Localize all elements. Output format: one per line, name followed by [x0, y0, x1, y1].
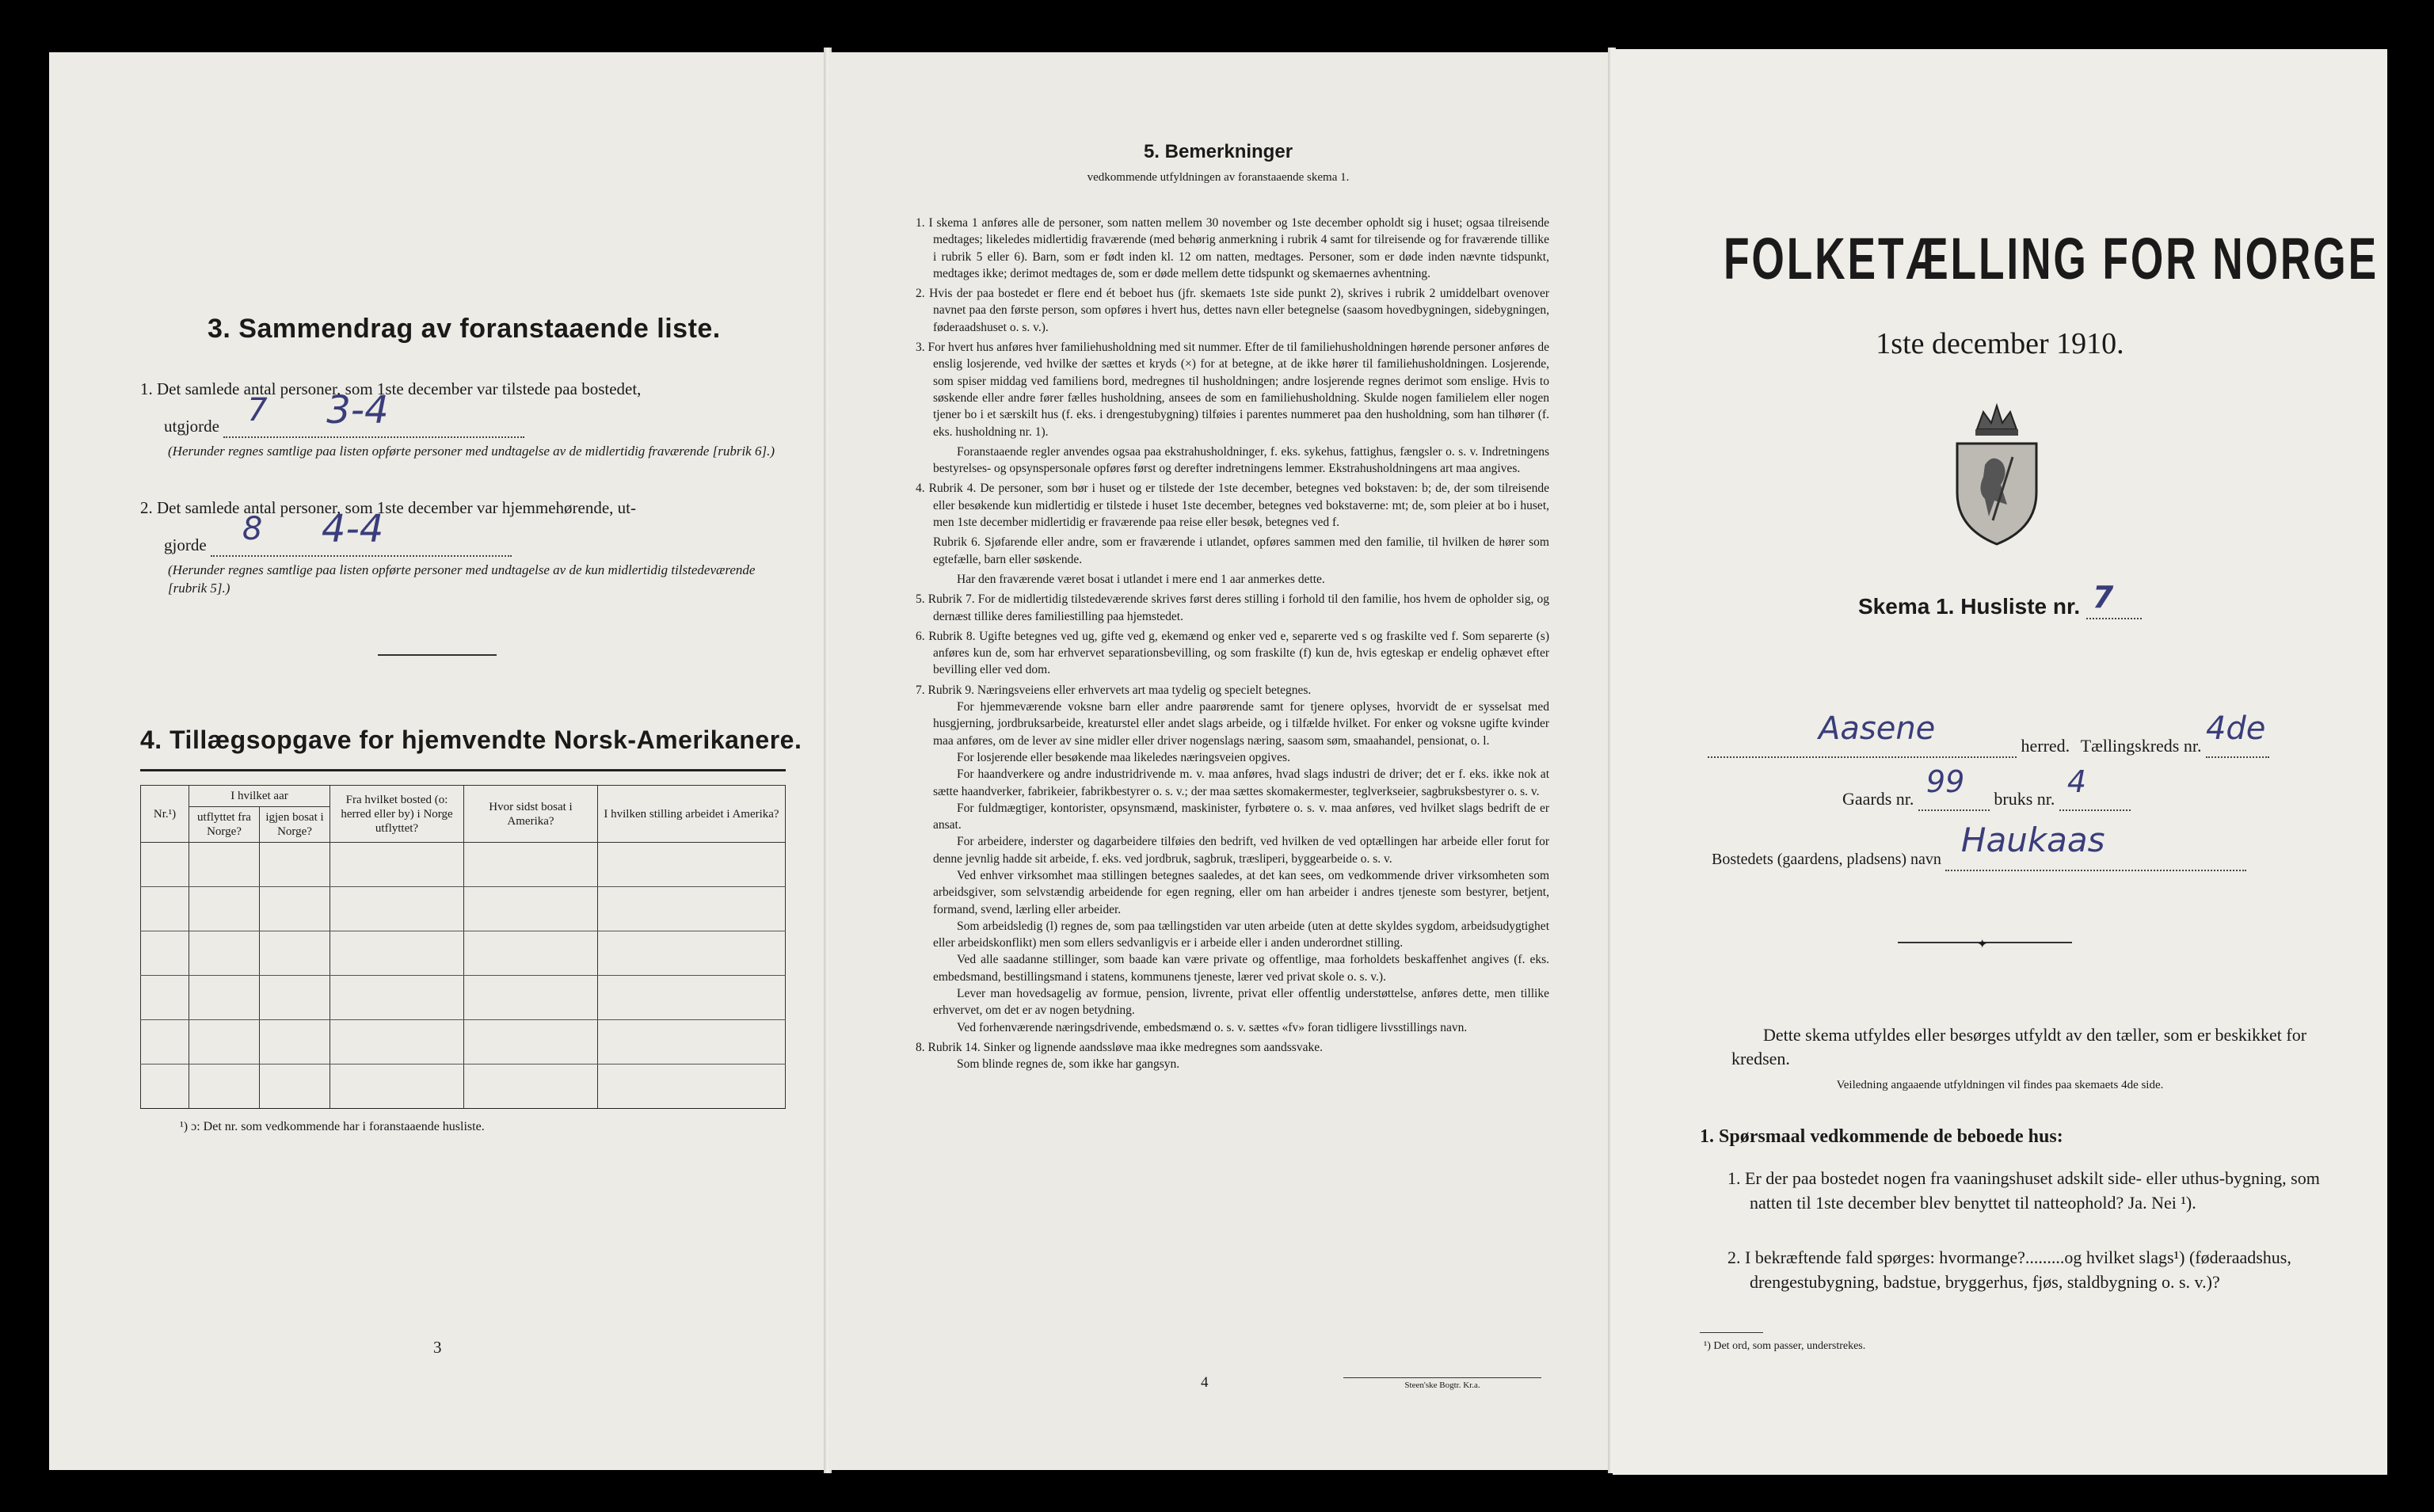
remark-paragraph: 1. I skema 1 anføres alle de personer, som natten mellem 30 november og 1ste december opholdt sig i huset; ogsaa tilreisende medtages; likeledes midlertidig fraværende (med behørig anmerkning i rubrik 4 samt for tilreisende og for fraværende tillike i rubrik 5 eller 6). Barn, som er født inden kl. 12 om natten, medtages. Personer, som er døde inden nævnte tidspunkt, medtages ikke; derimot medtages de, som er døde mellem dette tidspunkt og skemaernes avhentning.: [916, 216, 1549, 280]
ornament-icon: ✦: [1977, 938, 1988, 951]
remark-paragraph: Lever man hovedsagelig av formue, pension, livrente, privat eller offentlig understøttelse, anføres dette, men tillike erhvervet, om det er av nogen betydning.: [933, 987, 1549, 1018]
remarks-list: [916, 215, 1549, 1076]
item-2-prefix: gjorde: [164, 535, 207, 554]
remark-paragraph: Ved enhver virksomhet maa stillingen betegnes saaledes, at det kan sees, om vedkommende driver virksomheten som arbeidsgiver, som selvstændig arbeidende for egen regning, eller om han arbeider i andres tjeneste som bestyrer, betjent, formand, svend, lærling eller arbeider.: [933, 868, 1549, 916]
bruks-field: [2059, 764, 2131, 811]
bosted-field: [1945, 821, 2246, 871]
remark-paragraph: 3. For hvert hus anføres hver familiehusholdning med sit nummer. Efter de til familiehusholdningen hørende personer anføres de enslig losjerende, ved hvilke der sættes et kryds (×) for at betegne, at de ikke hører til familiehusholdningen. Losjerende, som spiser middag ved familiens bord, medregnes til husholdningen; andre losjerende regnes derimot som enslige. Hvis to søskende eller andre fører fælles husholdning, ansees de som en familiehusholdning. Skulde nogen familielem eller nogen tjener bo i et særskilt hus (f. eks. i drengestubygning) tilføies i parentes nummeret paa den husholdning, som han tilhører (f. eks. husholdning nr. 1).: [916, 341, 1549, 439]
divider: [378, 654, 497, 656]
census-title: FOLKETÆLLING FOR NORGE: [1724, 226, 2379, 291]
remark-paragraph: Foranstaaende regler anvendes ogsaa paa ekstrahusholdninger, f. eks. sykehus, fattighus, fængsler o. s. v. Indretningens bestyrelses- og opsynspersonale opføres først og derefter indretningens lemmer. Ekstrahusholdningens art maa angives.: [933, 444, 1549, 476]
page-number: 3: [433, 1338, 442, 1357]
remark-paragraph: Som blinde regnes de, som ikke har gangsyn.: [957, 1057, 1180, 1072]
husliste-nr-value: 7: [2092, 580, 2114, 615]
footnote: ¹) Det ord, som passer, understrekes.: [1704, 1340, 1866, 1352]
remark-paragraph: Har den fraværende været bosat i utlandet i mere end 1 aar anmerkes dette.: [957, 572, 1325, 586]
gaards-line: [1842, 764, 2131, 811]
remark-paragraph: 8. Rubrik 14. Sinker og lignende aandssløve maa ikke medregnes som aandssvake.: [916, 1040, 1323, 1054]
remark-paragraph: For haandverkere og andre industridrivende m. v. maa anføres, hvad slags industri de driver; det er f. eks. ikke nok at sætte haandverker, fabrikeier, fabrikbestyrer o. s. v.; der maa sættes skomakermester, teglverkseier, sagbruksbestyrer o. s. v.: [933, 767, 1549, 798]
col-group-year: I hvilket aar: [189, 786, 330, 807]
schema-line: [1858, 580, 2142, 619]
kreds-field: [2205, 710, 2269, 758]
remark-paragraph: Ved forhenværende næringsdrivende, embedsmænd o. s. v. sættes «fv» foran tidligere livsstillings navn.: [957, 1020, 1468, 1034]
item-1-value: 7: [247, 392, 268, 428]
col-nr: Nr.¹): [141, 786, 189, 843]
gaards-label: Gaards nr.: [1842, 789, 1914, 809]
bruks-value: 4: [2066, 764, 2087, 799]
remark-paragraph: Rubrik 6. Sjøfarende eller andre, som er fraværende i utlandet, opføres sammen med den familie, til hvilken de hører som egtefælle, barn eller søskende.: [933, 535, 1549, 566]
page-1: [1613, 49, 2387, 1475]
question-1: 1. Er der paa bostedet nogen fra vaaningshuset adskilt side- eller uthus-bygning, som natten til 1ste december blev benyttet til natteophold? Ja. Nei ¹).: [1727, 1168, 2320, 1213]
bosted-value: Haukaas: [1960, 821, 2105, 859]
item-2-text: 2. Det samlede antal personer, som 1ste december var hjemmehørende, ut-: [140, 498, 637, 517]
page-4: [828, 52, 1608, 1470]
item-1-prefix: utgjorde: [164, 417, 219, 436]
kreds-label: Tællingskreds nr.: [2080, 736, 2202, 756]
remarks-title: 5. Bemerkninger: [1143, 141, 1293, 162]
table-footnote: ¹) ɔ: Det nr. som vedkommende har i foranstaaende husliste.: [180, 1120, 485, 1133]
schema-label: Skema 1. Husliste nr.: [1858, 594, 2081, 619]
footnote-rule: [1700, 1332, 1763, 1333]
kreds-value: 4de: [2205, 710, 2266, 747]
remark-paragraph: 7. Rubrik 9. Næringsveiens eller erhvervets art maa tydelig og specielt betegnes.: [916, 683, 1312, 697]
bosted-line: [1712, 821, 2246, 871]
remark-paragraph: Ved alle saadanne stillinger, som baade kan være private og offentlige, maa forholdets beskaffenhet angives (f. eks. embedsmand, bestillingsmand i statens, kommunens tjeneste, lærer ved privat skole o. s. v.).: [933, 953, 1549, 984]
col-position: I hvilken stilling arbeidet i Amerika?: [598, 786, 786, 843]
herred-field: [1708, 710, 2017, 758]
guide-text: Veiledning angaaende utfyldningen vil findes paa skemaets 4de side.: [1836, 1079, 2164, 1091]
item-2-hand-value: 4-4: [321, 507, 384, 551]
bosted-label: Bostedets (gaardens, pladsens) navn: [1712, 851, 1941, 868]
item-1-answer: [223, 388, 524, 438]
table-row: [141, 887, 786, 931]
gaards-value: 99: [1925, 764, 1965, 799]
item-2-line: [164, 507, 512, 557]
herred-value: Aasene: [1819, 710, 1936, 747]
printer-mark: Steen'ske Bogtr. Kr.a.: [1343, 1377, 1541, 1390]
item-1-hand-value: 3-4: [326, 388, 389, 432]
remarks-subtitle: vedkommende utfyldningen av foranstaaende skema 1.: [1087, 171, 1350, 184]
remark-paragraph: For fuldmægtiger, kontorister, opsynsmænd, maskinister, fyrbøtere o. s. v. maa anføres, ved hvilket slags bedrift de er ansat.: [933, 801, 1549, 832]
husliste-nr-field: [2086, 580, 2142, 619]
remark-paragraph: For hjemmeværende voksne barn eller andre paarørende samt for tjenere oplyses, hvorvidt de er sysselsat med husgjerning, jordbruksarbeide, kreaturstel eller andet slags arbeide, og i tilfælde hvilket. For enker og voksne ugifte kvinder maa anføres, om de lever av sine midler eller driver nogenslags næring, saasom søm, smaahandel, pensionat, o. l.: [933, 700, 1549, 748]
item-2-value: 8: [242, 511, 263, 547]
remark-paragraph: 4. Rubrik 4. De personer, som bør i huset og er tilstede der 1ste december, betegnes ved bokstaven: b; de, der som tilreisende eller besøkende kun midlertidig er tilstede i huset 1ste december, betegnes ved bokstaverne: mt; de, som pleier at bo i huset, men 1ste december midlertidig er fraværende paa reise eller besøk, betegnes ved f.: [916, 482, 1549, 530]
remark-paragraph: For arbeidere, inderster og dagarbeidere tilføies den bedrift, ved hvilken de ved optællingen har arbeide eller forut for denne jevnlig hadde sit arbeide, f. eks. ved jordbruk, sagbruk, træsliperi, byggearbeide o. s. v.: [933, 835, 1549, 866]
census-date: 1ste december 1910.: [1876, 327, 2124, 360]
herred-label: herred.: [2021, 736, 2070, 756]
table-row: [141, 1064, 786, 1109]
item-2-answer: [211, 507, 512, 557]
question-2: 2. I bekræftende fald spørges: hvormange?.........og hvilket slags¹) (føderaadshus, drengestubygning, badstue, bryggerhus, fjøs, staldbygning o. s. v.)?: [1727, 1247, 2291, 1292]
page-3: [49, 52, 825, 1470]
remark-paragraph: 5. Rubrik 7. For de midlertidig tilstedeværende skrives først deres stilling i forhold til den familie, hos hvem de opholder sig, og dernæst tillike deres familiestilling paa hjemstedet.: [916, 592, 1549, 623]
item-2-note: (Herunder regnes samtlige paa listen opførte personer med undtagelse av de kun midlertidig tilstedeværende [rubrik 5].): [168, 562, 756, 596]
col-emigrated: utflyttet fra Norge?: [189, 807, 260, 843]
gaards-field: [1918, 764, 1990, 811]
table-row: [141, 1020, 786, 1064]
page-number: 4: [1201, 1374, 1209, 1391]
norsk-amerikanere-table: [140, 785, 786, 1109]
item-1-note: (Herunder regnes samtlige paa listen opførte personer med undtagelse av de midlertidig fraværende [rubrik 6].): [168, 444, 775, 459]
item-1-text: 1. Det samlede antal personer, som 1ste december var tilstede paa bostedet,: [140, 379, 642, 398]
table-top-rule: [140, 769, 786, 771]
table-row: [141, 931, 786, 976]
remark-paragraph: For losjerende eller besøkende maa likeledes næringsveien opgives.: [957, 750, 1290, 764]
bruks-label: bruks nr.: [1994, 789, 2055, 809]
questions-header: 1. Spørsmaal vedkommende de beboede hus:: [1700, 1126, 2063, 1147]
remark-paragraph: Som arbeidsledig (l) regnes de, som paa tællingstiden var uten arbeide (uten at dette skyldes sygdom, arbeidsudygtighet eller arbeidskonflikt) men som ellers sedvanligvis er i arbeide eller i anden underordnet stilling.: [933, 919, 1549, 950]
intro-text: Dette skema utfyldes eller besørges utfyldt av den tæller, som er beskikket for kredsen.: [1731, 1025, 2307, 1068]
section-4-title: 4. Tillægsopgave for hjemvendte Norsk-Amerikanere.: [140, 726, 802, 754]
section-3-title: 3. Sammendrag av foranstaaende liste.: [208, 314, 721, 344]
remark-paragraph: 2. Hvis der paa bostedet er flere end ét beboet hus (jfr. skemaets 1ste side punkt 2), skrives i rubrik 2 umiddelbart ovenover navnet paa den første person, som opføres i hvert hus, dettes navn eller betegnelse (saasom hovedbygningen, sidebygningen, føderaadshuset o. s. v.).: [916, 287, 1549, 334]
col-last-residence: Hvor sidst bosat i Amerika?: [464, 786, 598, 843]
remark-paragraph: 6. Rubrik 8. Ugifte betegnes ved ug, gifte ved g, ekemænd og enker ved e, separerte ved s og fraskilte ved f. Som separerte (s) anføres kun de, som har erhvervet separationsbevilling, og som fraskilte (f) kun de, hvis egteskap er endelig ophævet efter bevilling eller ved dom.: [916, 629, 1549, 677]
table-row: [141, 843, 786, 887]
herred-line: [1708, 710, 2373, 758]
table-row: [141, 976, 786, 1020]
col-from-where: Fra hvilket bosted (o: herred eller by) i Norge utflyttet?: [330, 786, 464, 843]
item-1-line: [164, 388, 524, 438]
coat-of-arms-icon: [1945, 398, 2048, 548]
col-returned: igjen bosat i Norge?: [260, 807, 330, 843]
